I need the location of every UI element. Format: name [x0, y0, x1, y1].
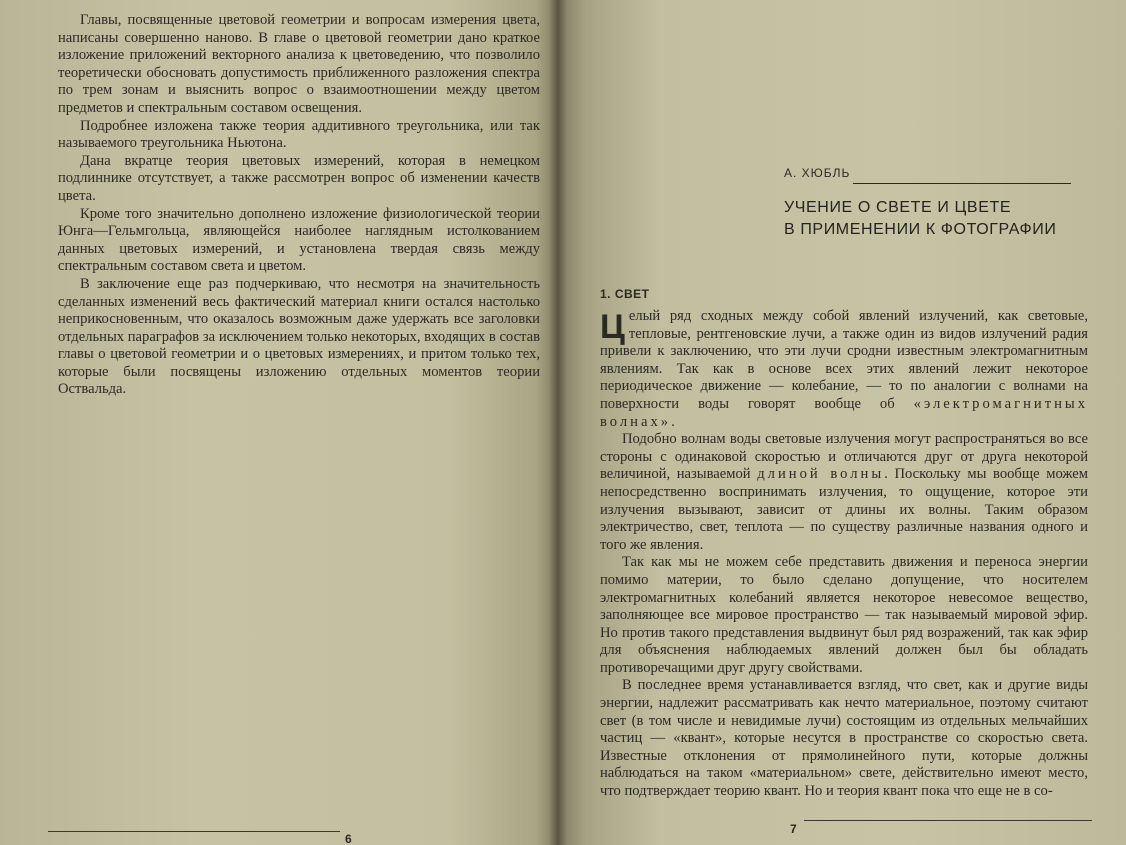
right-paragraph-2-end: . Поскольку мы вообще можем непосредственно воспринимать излучения, то ощущение, которое эти излучения вызывают, зависит от длины их волны. Таким образом электричество, свет, теплота — по существу различные названия одного и того же явления.	[600, 466, 1088, 553]
section-heading: 1. СВЕТ	[600, 287, 650, 301]
right-paragraph-2-emphasis: длиной волны	[757, 466, 885, 483]
left-paragraph-5: В заключение еще раз подчеркиваю, что несмотря на значительность сделанных изменений весь фактический материал книги остался настолько неприкосновенным, что оказалось возможным даже удержать все заголовки отдельных параграфов за исключением только некоторых, входящих в состав главы о цветовой геометрии и о цветовых измерениях, и притом только тех, которые были посвящены изложению отдельных моментов теории Оствальда.	[58, 275, 540, 398]
author-name: А. ХЮБЛЬ	[784, 166, 851, 180]
author-rule	[853, 183, 1071, 184]
drop-cap: Ц	[600, 308, 625, 346]
right-footer-rule	[804, 820, 1092, 821]
right-paragraph-1-emphasis: «электромагнитных волнах»	[600, 395, 1088, 430]
left-page-text	[58, 12, 540, 399]
book-gutter	[549, 0, 567, 845]
right-page-text	[600, 308, 1088, 801]
right-paragraph-3: Так как мы не можем себе представить движения и переноса энергии помимо материи, то было сделано допущение, что носителем электромагнитных колебаний является некоторое невесомое вещество, заполняющее все мировое пространство — так называемый мировой эфир. Но против такого представления выдвинут был ряд возражений, так как эфир для объяснения наблюдаемых явлений должен был бы обладать противоречащими друг другу свойствами.	[600, 554, 1088, 676]
chapter-title-line-1: УЧЕНИЕ О СВЕТЕ И ЦВЕТЕ	[784, 199, 1012, 216]
left-paragraph-3: Дана вкратце теория цветовых измерений, которая в немецком подлиннике отсутствует, а также рассмотрен вопрос об изменении качеств цвета.	[58, 152, 540, 204]
right-paragraph-4: В последнее время устанавливается взгляд, что свет, как и другие виды энергии, надлежит рассматривать как нечто материальное, поэтому считают свет (в том числе и невидимые лучи) состоящим из отдельных мельчайших частиц — «квант», которые несутся в пространстве со скоростью света. Известные отклонения от прямолинейного пути, которые должны наблюдаться на таком «материальном» свете, действительно имеют место, что подтверждает теорию квант. Но и теория квант пока что еще не в со-	[600, 677, 1088, 800]
right-page	[558, 0, 1126, 845]
chapter-title-line-2: В ПРИМЕНЕНИИ К ФОТОГРАФИИ	[784, 221, 1057, 238]
right-page-number: 7	[790, 822, 797, 836]
right-paragraph-1	[600, 308, 1088, 431]
left-paragraph-2: Подробнее изложена также теория аддитивного треугольника, или так называемого треугольника Ньютона.	[58, 117, 540, 152]
right-paragraph-1-body: явлений излучений, как световые, тепловые, рентгеновские лучи, а также один из видов излучений радия привели к заключению, что эти лучи сродни известным электромагнитным явлениям. Так как в основе всех этих явлений лежит некоторое периодическое движение — колебание, — то по аналогии с волнами на поверхности воды говорят вообще об	[600, 308, 1088, 412]
left-page	[0, 0, 558, 845]
left-footer-rule	[48, 831, 340, 832]
right-paragraph-1-start: елый ряд сходных между собой	[628, 308, 850, 324]
left-paragraph-4: Кроме того значительно дополнено изложение физиологической теории Юнга—Гельмгольца, являющейся наиболее наглядным истолкованием данных цветовых измерений, и установлена твердая связь между спектральным составом света и цветом.	[58, 205, 540, 275]
right-paragraph-2	[600, 431, 1088, 554]
chapter-title	[784, 197, 1104, 241]
right-paragraph-1-end: .	[671, 413, 675, 430]
right-paragraph-2-start: Подобно волнам воды световые излучения могут распространяться во все стороны с одинаковой скоростью и отличаются друг от друга некоторой величиной, называемой	[600, 431, 1088, 483]
left-paragraph-1: Главы, посвященные цветовой геометрии и вопросам измерения цвета, написаны совершенно наново. В главе о цветовой геометрии дано краткое изложение приложений векторного анализа к цветоведению, что позволило теоретически обосновать допустимость приближенного разложения спектра по трем зонам и выяснить вопрос о взаимоотношении между цветом предметов и спектральным составом освещения.	[58, 12, 540, 116]
left-page-number: 6	[345, 832, 352, 845]
